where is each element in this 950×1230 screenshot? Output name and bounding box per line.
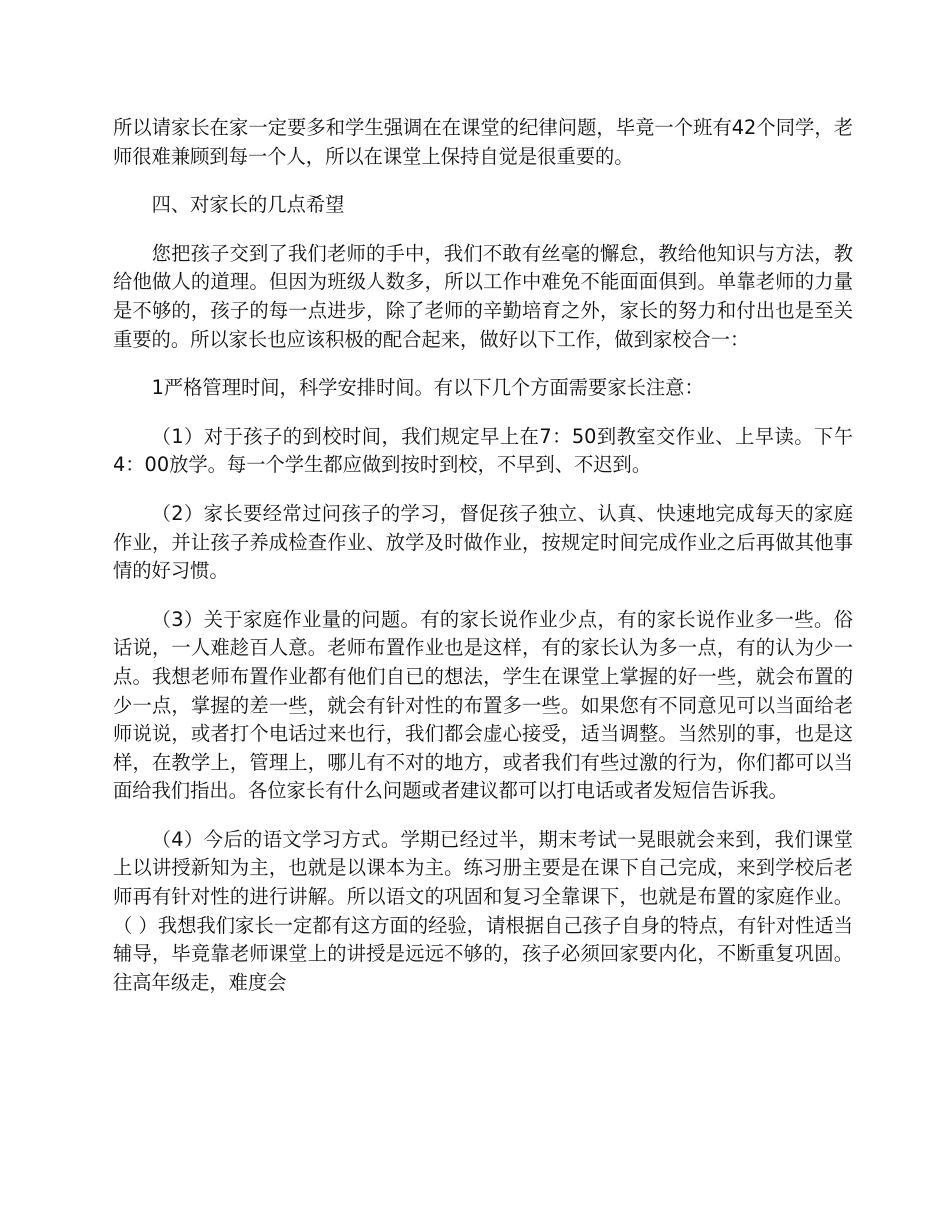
paragraph-item-2-homework-supervision: （2）家长要经常过问孩子的学习，督促孩子独立、认真、快速地完成每天的家庭作业，并让孩子养成检查作业、放学及时做作业，按规定时间完成作业之后再做其他事情的好习惯。 bbox=[113, 501, 853, 583]
section-heading-parent-hopes: 四、对家长的几点希望 bbox=[151, 193, 345, 217]
paragraph-item-1-arrival-time: （1）对于孩子的到校时间，我们规定早上在7：50到教室交作业、上早读。下午4：00放学。每一个学生都应做到按时到校，不早到、不迟到。 bbox=[113, 424, 853, 477]
paragraph-time-management: 1严格管理时间，科学安排时间。有以下几个方面需要家长注意： bbox=[151, 376, 704, 400]
document-page bbox=[113, 114, 853, 997]
paragraph-discipline: 所以请家长在家一定要多和学生强调在在课堂的纪律问题，毕竟一个班有42个同学，老师很难兼顾到每一个人，所以在课堂上保持自觉是很重要的。 bbox=[113, 116, 853, 168]
paragraph-item-4-study-method: （4）今后的语文学习方式。学期已经过半，期末考试一晃眼就会来到，我们课堂上以讲授新知为主，也就是以课本为主。练习册主要是在课下自己完成，来到学校后老师再有针对性的进行讲解。所以语文的巩固和复习全靠课下，也就是布置的家庭作业。（ ）我想我们家长一定都有这方面的经验，请根据自己孩子自身的特点，有针对性适当辅导，毕竟靠老师课堂上的讲授是远远不够的，孩子必须回家要内化，不断重复巩固。往高年级走，难度会 bbox=[113, 827, 853, 994]
paragraph-item-3-homework-amount: （3）关于家庭作业量的问题。有的家长说作业少点，有的家长说作业多一些。俗话说，一人难趁百人意。老师布置作业也是这样，有的家长认为多一点，有的认为少一点。我想老师布置作业都有他们自已的想法，学生在课堂上掌握的好一些，就会布置的少一点，掌握的差一些，就会有针对性的布置多一些。如果您有不同意见可以当面给老师说说，或者打个电话过来也行，我们都会虚心接受，适当调整。当然别的事，也是这样，在教学上，管理上，哪儿有不对的地方，或者我们有些过激的行为，你们都可以当面给我们指出。各位家长有什么问题或者建议都可以打电话或者发短信告诉我。 bbox=[113, 607, 853, 803]
paragraph-cooperation: 您把孩子交到了我们老师的手中，我们不敢有丝毫的懈怠，教给他知识与方法，教给他做人的道理。但因为班级人数多，所以工作中难免不能面面俱到。单靠老师的力量是不够的，孩子的每一点进步，除了老师的辛勤培育之外，家长的努力和付出也是至关重要的。所以家长也应该积极的配合起来，做好以下工作，做到家校合一： bbox=[113, 241, 853, 351]
